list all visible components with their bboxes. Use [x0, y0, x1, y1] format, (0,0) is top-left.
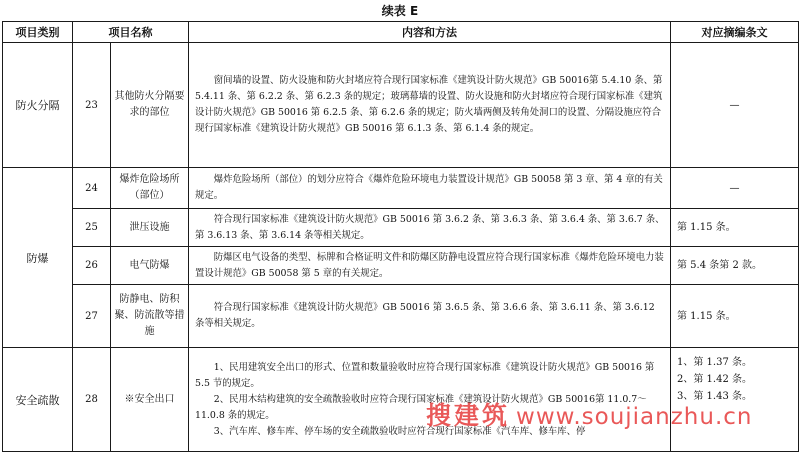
content-paragraph: 1、民用建筑安全出口的形式、位置和数量验收时应符合现行国家标准《建筑设计防火规范》GB 50016 第 5.5 节的规定。 — [195, 361, 655, 389]
content-paragraph: 窗间墙的设置、防火设施和防火封堵应符合现行国家标准《建筑设计防火规范》GB 50016第 5.4.10 条、第 5.4.11 条、第 6.2.2 条、第 6.2.3 条的规定；玻璃幕墙的设置、防火设施和防火封堵应符合现行国家标准《建筑设计防火规范》GB 50016 第 6.2.5 条、第 6.2.6 条的规定；防火墙两侧及转角处洞口的设置、分隔设施应符合现行国家标准《建筑设计防火规范》GB 50016 第 6.1.3 条、第 6.1.4 条的规定。 — [195, 75, 663, 134]
header-item-name: 项目名称 — [73, 22, 189, 43]
table-row — [3, 168, 799, 209]
item-name: 防静电、防积聚、防流散等措施 — [111, 285, 189, 348]
item-reference — [671, 247, 799, 285]
table-row — [3, 285, 799, 348]
reference-line: — — [729, 182, 740, 194]
content-paragraph: 爆炸危险场所（部位）的划分应符合《爆炸危险环境电力装置设计规范》GB 50058 第 3 章、第 4 章的有关规定。 — [195, 174, 663, 201]
item-content — [189, 43, 671, 168]
watermark-url: www.soujianzhu.cn — [516, 404, 753, 430]
reference-line: 第 1.15 条。 — [677, 222, 736, 233]
item-number: 28 — [73, 348, 111, 452]
reference-line: 第 5.4 条第 2 款。 — [677, 260, 762, 271]
item-name: ※安全出口 — [111, 348, 189, 452]
reference-line: 1、第 1.37 条。 — [677, 357, 752, 368]
reference-line: 3、第 1.43 条。 — [677, 391, 752, 402]
content-paragraph: 符合现行国家标准《建筑设计防火规范》GB 50016 第 3.6.5 条、第 3.6.6 条、第 3.6.11 条、第 3.6.12 条等相关规定。 — [195, 302, 655, 329]
table-row — [3, 348, 799, 452]
item-number: 23 — [73, 43, 111, 168]
header-content: 内容和方法 — [189, 22, 671, 43]
watermark-chinese: 搜建筑 — [426, 401, 511, 430]
item-content — [189, 247, 671, 285]
reference-line: — — [729, 99, 740, 111]
category-cell: 安全疏散 — [3, 348, 73, 452]
item-content — [189, 348, 671, 452]
item-name: 电气防爆 — [111, 247, 189, 285]
item-reference — [671, 348, 799, 452]
content-paragraph: 2、民用木结构建筑的安全疏散验收时应符合现行国家标准《建筑设计防火规范》GB 50016第 11.0.7～11.0.8 条的规定。 — [195, 393, 647, 421]
table-header-row — [3, 22, 799, 43]
item-number: 27 — [73, 285, 111, 348]
item-number: 26 — [73, 247, 111, 285]
item-number: 25 — [73, 209, 111, 247]
item-reference — [671, 168, 799, 209]
item-number: 24 — [73, 168, 111, 209]
reference-line: 2、第 1.42 条。 — [677, 374, 752, 385]
content-paragraph: 3、汽车库、修车库、停车场的安全疏散验收时应符合现行国家标准《汽车库、修车库、停 — [213, 425, 586, 437]
table-row — [3, 209, 799, 247]
reference-line: 第 1.15 条。 — [677, 310, 736, 322]
content-paragraph: 符合现行国家标准《建筑设计防火规范》GB 50016 第 3.6.2 条、第 3.6.3 条、第 3.6.4 条、第 3.6.7 条、第 3.6.13 条、第 3.6.14 条等相关规定。 — [195, 213, 665, 241]
table-row — [3, 247, 799, 285]
item-content — [189, 209, 671, 247]
header-reference: 对应摘编条文 — [671, 22, 799, 43]
category-cell: 防爆 — [3, 168, 73, 348]
item-reference — [671, 285, 799, 348]
table-caption: 续表 E — [381, 4, 419, 18]
item-name: 泄压设施 — [111, 209, 189, 247]
item-content — [189, 285, 671, 348]
acceptance-table — [2, 21, 799, 452]
item-reference — [671, 43, 799, 168]
table-row — [3, 43, 799, 168]
category-cell: 防火分隔 — [3, 43, 73, 168]
content-paragraph: 防爆区电气设备的类型、标牌和合格证明文件和防爆区防静电设置应符合现行国家标准《爆炸危险环境电力装置设计规范》GB 50058 第 5 章的有关规定。 — [195, 251, 664, 279]
item-name: 爆炸危险场所（部位） — [111, 168, 189, 209]
item-reference — [671, 209, 799, 247]
item-content — [189, 168, 671, 209]
header-category: 项目类别 — [3, 22, 73, 43]
item-name: 其他防火分隔要求的部位 — [111, 43, 189, 168]
